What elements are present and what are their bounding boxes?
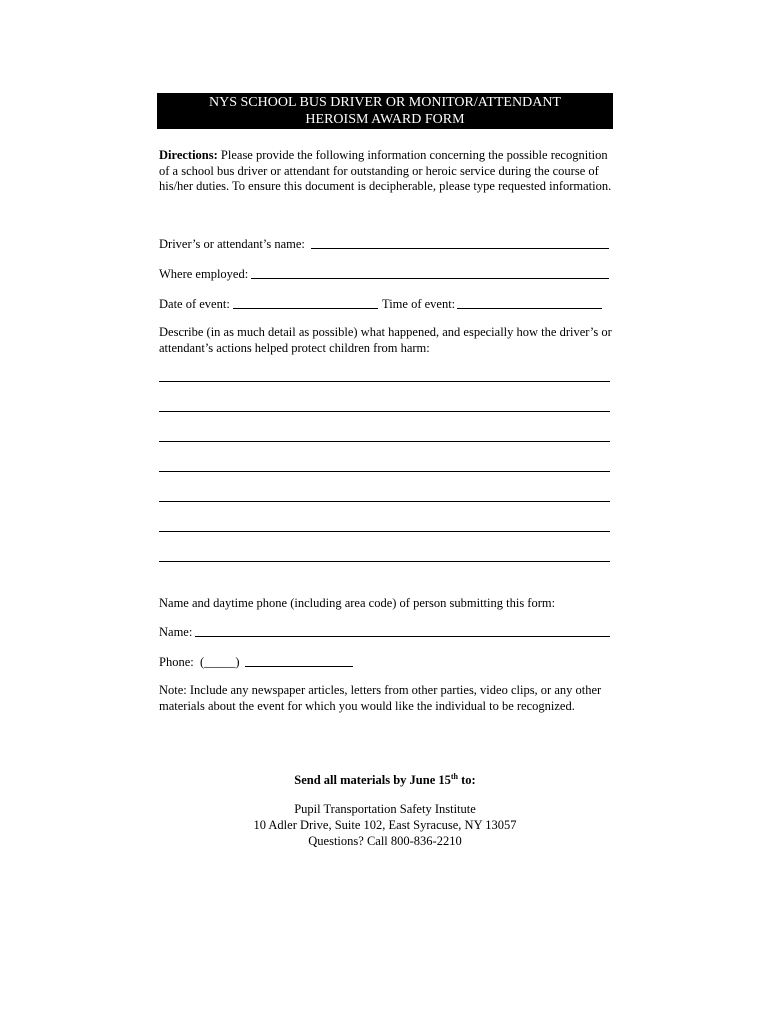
form-title-line1: NYS SCHOOL BUS DRIVER OR MONITOR/ATTENDANT: [209, 95, 561, 110]
describe-instructions: Describe (in as much detail as possible) what happened, and especially how the driver’s or attendant’s actions helped protect children from harm:: [159, 325, 612, 355]
description-line[interactable]: [159, 381, 610, 382]
description-line[interactable]: [159, 531, 610, 532]
send-deadline-superscript: th: [450, 771, 459, 781]
driver-name-field[interactable]: [311, 248, 609, 249]
description-line[interactable]: [159, 411, 610, 412]
directions-text: Please provide the following information concerning the possible recognition of a school bus driver or attendant for outstanding or heroic service during the course of his/her duties. To ensure this document is decipherable, please type requested information.: [159, 148, 612, 193]
submitter-phone-label: Phone:: [159, 655, 194, 669]
date-of-event-field[interactable]: [233, 308, 378, 309]
submitter-name-field[interactable]: [195, 636, 610, 637]
phone-number-field[interactable]: [245, 666, 353, 667]
send-deadline-suffix: to:: [458, 773, 476, 787]
date-of-event-label: Date of event:: [159, 297, 230, 311]
where-employed-field[interactable]: [251, 278, 609, 279]
where-employed-label: Where employed:: [159, 267, 249, 281]
address-questions: Questions? Call 800-836-2210: [308, 834, 462, 848]
submitter-heading: Name and daytime phone (including area code) of person submitting this form:: [159, 596, 556, 610]
form-title-banner: [157, 93, 613, 129]
send-deadline: [0, 772, 770, 788]
note-paragraph: Note: Include any newspaper articles, letters from other parties, video clips, or any other materials about the event for which you would like the individual to be recognized.: [159, 683, 602, 713]
directions-paragraph: [159, 148, 619, 195]
address-street: 10 Adler Drive, Suite 102, East Syracuse, NY 13057: [253, 818, 517, 832]
time-of-event-field[interactable]: [457, 308, 602, 309]
phone-area-code-field[interactable]: (_____): [200, 655, 240, 669]
form-title-line2: HEROISM AWARD FORM: [305, 112, 465, 127]
send-deadline-text: Send all materials by June 15: [294, 773, 451, 787]
address-org: Pupil Transportation Safety Institute: [294, 802, 476, 816]
description-line[interactable]: [159, 501, 610, 502]
directions-label: Directions:: [159, 148, 218, 162]
description-line[interactable]: [159, 561, 610, 562]
submitter-name-label: Name:: [159, 625, 193, 639]
description-line[interactable]: [159, 441, 610, 442]
time-of-event-label: Time of event:: [382, 297, 456, 311]
driver-name-label: Driver’s or attendant’s name:: [159, 237, 305, 251]
description-line[interactable]: [159, 471, 610, 472]
